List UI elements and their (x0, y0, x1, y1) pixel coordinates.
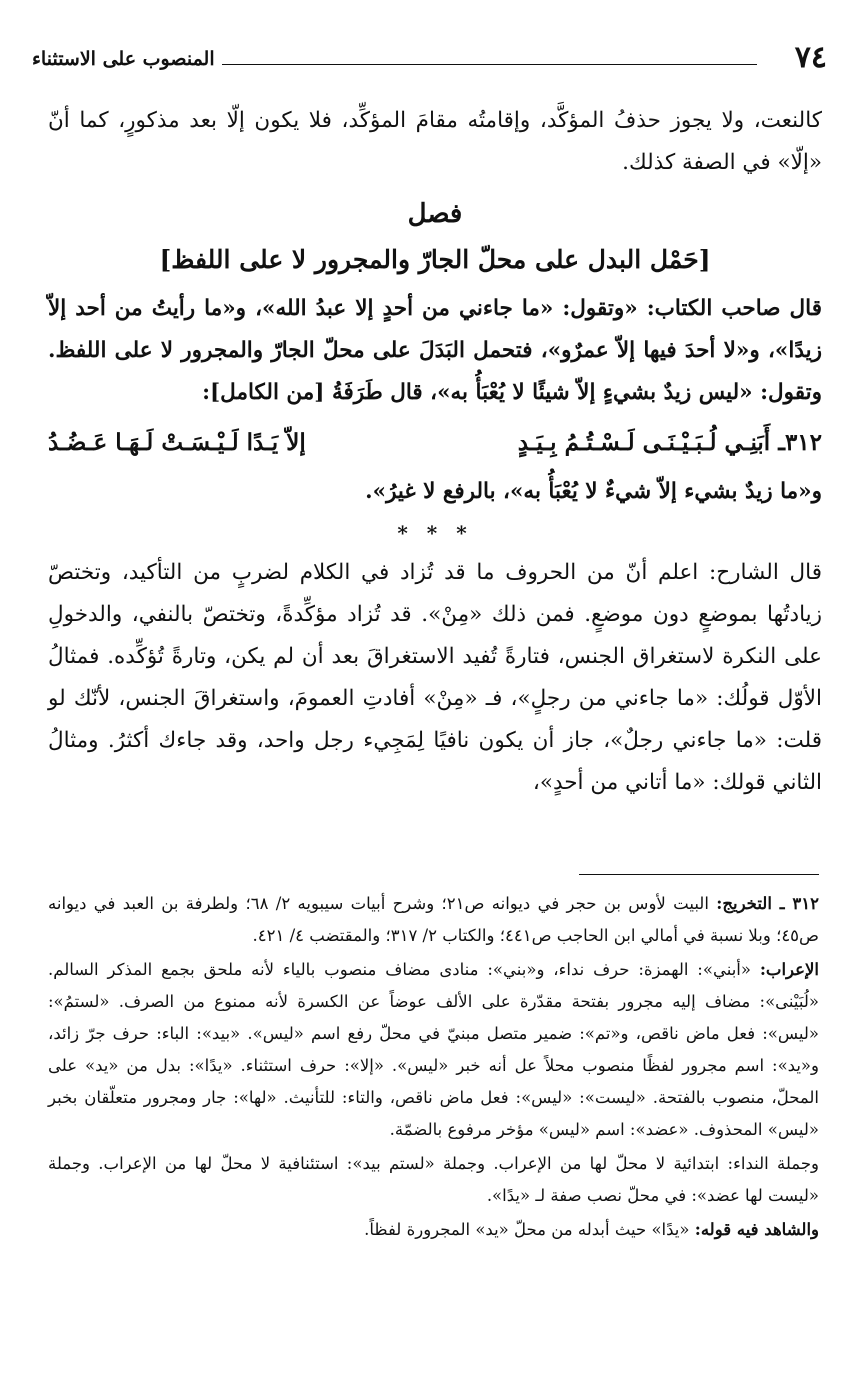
verse-continuation: و«ما زيدٌ بشيء إلاّ شيءٌ لا يُعْبَأُ به»، بالرفع لا غيرُ». (365, 479, 822, 504)
section-heading: فصل (407, 199, 463, 229)
footnote-divider (579, 874, 819, 875)
footnote-lead: والشاهد فيه قوله: (694, 1220, 819, 1239)
footnote-takhrij (48, 888, 819, 952)
footnote-lead: الإعراب: (759, 960, 819, 979)
quote-paragraph: قال صاحب الكتاب: «وتقول: «ما جاءني من أحدٍ إلا عبدُ الله»، و«ما رأيتُ من أحد إلاّ زيدًا»، و«لا أحدَ فيها إلاّ عمرٌو»، فتحمل البَدَلَ على محلّ الجارّ والمجرور لا على اللفظ. وتقول: «ليس زيدٌ بشيءٍ إلاّ شيئًا لا يُعْبَأُ به»، قال طَرَفَةُ [من الكامل]: (48, 296, 822, 405)
footnotes (48, 888, 819, 1248)
main-text (48, 100, 822, 804)
verse-first-hemistich: أَبَنِـي لُـبَـيْـنَـى لَـسْـتُـمُ بِـيَـدٍ (517, 429, 771, 456)
footnote-sentences (48, 1148, 819, 1212)
header-rule (222, 64, 757, 65)
intro-paragraph: كالنعت، ولا يجوز حذفُ المؤكَّد، وإقامتُه مقامَ المؤكِّد، فلا يكون إلّا بعد مذكورٍ، كما أنّ «إلّا» في الصفة كذلك. (48, 108, 822, 175)
page-number: ٧٤ (794, 40, 827, 75)
verse-second-hemistich: إلاّ يَـدًا لَـيْـسَـتْ لَـهَـا عَـضُـدُ (48, 429, 306, 456)
section-subheading: [حَمْل البدل على محلّ الجارّ والمجرور لا على اللفظ] (159, 245, 711, 274)
footnote-text: البيت لأوس بن حجر في ديوانه ص٢١؛ وشرح أبيات سيبويه ٢/ ٦٨؛ ولطرفة بن العبد في ديوانه ص٤٥؛ وبلا نسبة في أمالي ابن الحاجب ص٤٤١؛ والكتاب ٢/ ٣١٧؛ والمقتضب ٤/ ٤٢١. (48, 894, 819, 945)
verse-number: ٣١٢ـ (778, 429, 822, 456)
section-separator-stars: * * * (397, 521, 473, 545)
footnote-text: «يدًا» حيث أبدله من محلّ «يد» المجرورة لفظاً. (364, 1220, 695, 1239)
footnote-text: «أبني»: الهمزة: حرف نداء، و«بني»: منادى مضاف منصوب بالياء لأنه ملحق بجمع المذكر السالم. «لُبَيْنى»: مضاف إليه مجرور بفتحة مقدّرة على الألف عوضاً عن الكسرة لأنه ممنوع من الصرف. «لستمُ»: «ليس»: فعل ماض ناقص، و«تم»: ضمير متصل مبنيّ في محلّ رفع اسم «ليس». «بيد»: الباء: حرف جرّ زائد، و«يد»: اسم مجرور لفظًا منصوب محلاً عل أنه خبر «ليس». «إلا»: حرف استثناء. «يدًا»: بدل من «يد» على المحلّ، منصوب بالفتحة. «ليست»: «ليس»: فعل ماض ناقص، والتاء: للتأنيث. «لها»: جار ومجرور متعلّقان بخبر «ليس» المحذوف. «عضد»: اسم «ليس» مؤخر مرفوع بالضمّة. (48, 960, 819, 1139)
poetry-verse (48, 418, 822, 468)
running-title: المنصوب على الاستثناء (32, 48, 215, 70)
commentary-paragraph: قال الشارح: اعلم أنّ من الحروف ما قد تُزاد في الكلام لضربٍ من التأكيد، وتختصّ زيادتُها بموضعٍ دون موضعٍ. فمن ذلك «مِنْ». قد تُزاد مؤكِّدةً، وتختصّ بالنفي، والدخولِ على النكرة لاستغراق الجنس، فتارةً تُفيد الاستغراقَ بعد أن لم يكن، وتارةً تُؤكِّده. فمثالُ الأوّل قولُك: «ما جاءني من رجلٍ»، فـ «مِنْ» أفادتِ العمومَ، واستغراقَ الجنس، لأنّك لو قلت: «ما جاءني رجلٌ»، جاز أن يكون نافيًا لِمَجِيء رجل واحد، وقد جاءك أكثرُ. ومثالُ الثاني قولك: «ما أتاني من أحدٍ»، (48, 560, 822, 795)
footnote-shahid (48, 1214, 819, 1246)
footnote-lead: ٣١٢ ـ التخريج: (716, 894, 819, 913)
footnote-irab (48, 954, 819, 1146)
footnote-text: وجملة النداء: ابتدائية لا محلّ لها من الإعراب. وجملة «لستم بيد»: استئنافية لا محلّ لها من الإعراب. وجملة «ليست لها عضد»: في محلّ نصب صفة لـ «يدًا». (48, 1154, 819, 1205)
running-header (32, 38, 827, 78)
